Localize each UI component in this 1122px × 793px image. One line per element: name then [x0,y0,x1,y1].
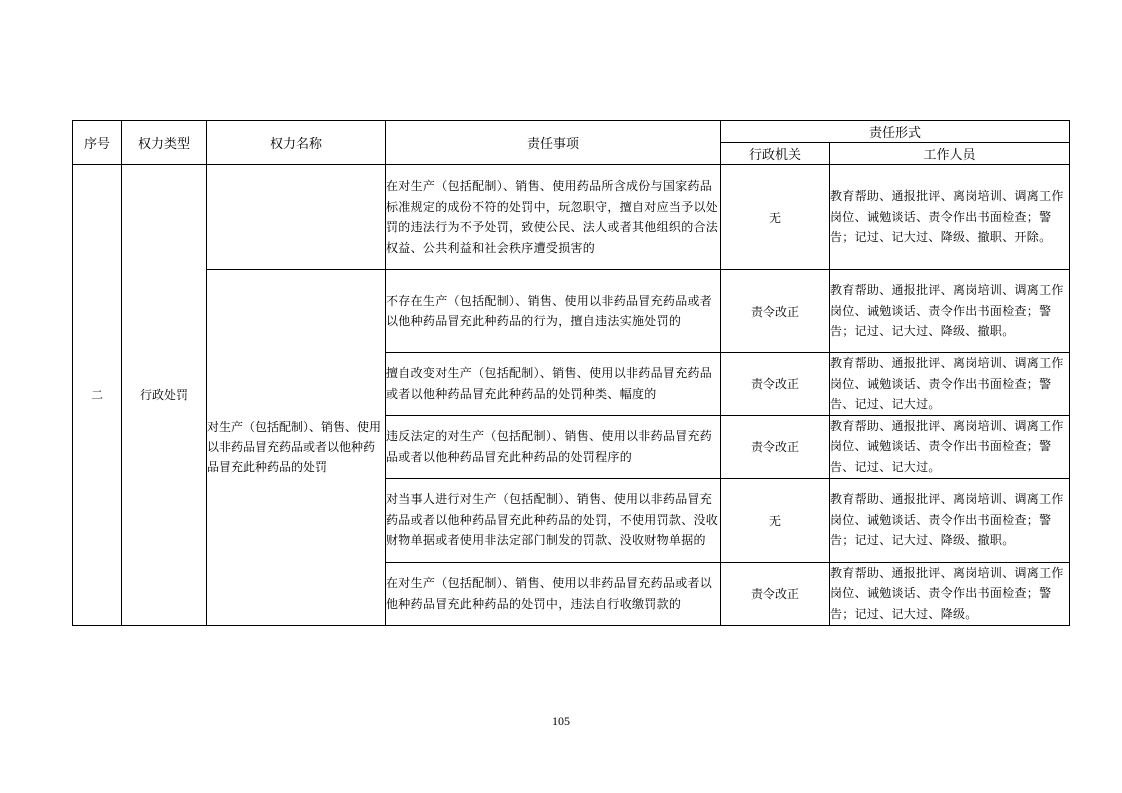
header-admin-org: 行政机关 [721,143,830,165]
responsibility-item: 违反法定的对生产（包括配制）、销售、使用以非药品冒充药品或者以他种药品冒充此种药品的处罚程序的 [386,415,721,478]
power-name-cell: 对生产（包括配制）、销售、使用以非药品冒充药品或者以他种药品冒充此种药品的处罚 [207,270,386,626]
responsibility-item: 对当事人进行对生产（包括配制）、销售、使用以非药品冒充药品或者以他种药品冒充此种药品的处罚，不使用罚款、没收财物单据或者使用非法定部门制发的罚款、没收财物单据的 [386,478,721,562]
staff-measure: 教育帮助、通报批评、离岗培训、调离工作岗位、诫勉谈话、责令作出书面检查；警告；记过、记大过、降级。 [830,562,1070,625]
power-name-continued-cell [207,165,386,270]
page-number: 105 [552,714,570,728]
admin-measure: 责令改正 [721,415,830,478]
responsibility-item: 在对生产（包括配制）、销售、使用药品所含成份与国家药品标准规定的成份不符的处罚中，玩忽职守，擅自对应当予以处罚的违法行为不予处罚，致使公民、法人或者其他组织的合法权益、公共利益和社会秩序遭受损害的 [386,165,721,270]
header-responsibility-form: 责任形式 [721,121,1070,143]
header-staff: 工作人员 [830,143,1070,165]
table-row [73,270,1070,353]
seq-cell: 二 [73,165,122,626]
staff-measure: 教育帮助、通报批评、离岗培训、调离工作岗位、诫勉谈话、责令作出书面检查；警告；记过、记大过、降级、撤职。 [830,478,1070,562]
responsibility-table [72,120,1070,626]
staff-measure: 教育帮助、通报批评、离岗培训、调离工作岗位、诫勉谈话、责令作出书面检查；警告、记过、记大过。 [830,415,1070,478]
admin-measure: 无 [721,478,830,562]
admin-measure: 责令改正 [721,270,830,353]
header-seq: 序号 [73,121,122,165]
header-power-name: 权力名称 [207,121,386,165]
staff-measure: 教育帮助、通报批评、离岗培训、调离工作岗位、诫勉谈话、责令作出书面检查；警告、记过、记大过。 [830,353,1070,416]
header-responsibility: 责任事项 [386,121,721,165]
admin-measure: 责令改正 [721,562,830,625]
power-type-cell: 行政处罚 [122,165,207,626]
responsibility-item: 在对生产（包括配制）、销售、使用以非药品冒充药品或者以他种药品冒充此种药品的处罚中，违法自行收缴罚款的 [386,562,721,625]
admin-measure: 责令改正 [721,353,830,416]
admin-measure: 无 [721,165,830,270]
header-power-type: 权力类型 [122,121,207,165]
responsibility-item: 不存在生产（包括配制）、销售、使用以非药品冒充药品或者以他种药品冒充此种药品的行为，擅自违法实施处罚的 [386,270,721,353]
responsibility-item: 擅自改变对生产（包括配制）、销售、使用以非药品冒充药品或者以他种药品冒充此种药品的处罚种类、幅度的 [386,353,721,416]
staff-measure: 教育帮助、通报批评、离岗培训、调离工作岗位、诫勉谈话、责令作出书面检查；警告；记过、记大过、降级、撤职。 [830,270,1070,353]
table-row [73,165,1070,270]
staff-measure: 教育帮助、通报批评、离岗培训、调离工作岗位、诫勉谈话、责令作出书面检查；警告；记过、记大过、降级、撤职、开除。 [830,165,1070,270]
